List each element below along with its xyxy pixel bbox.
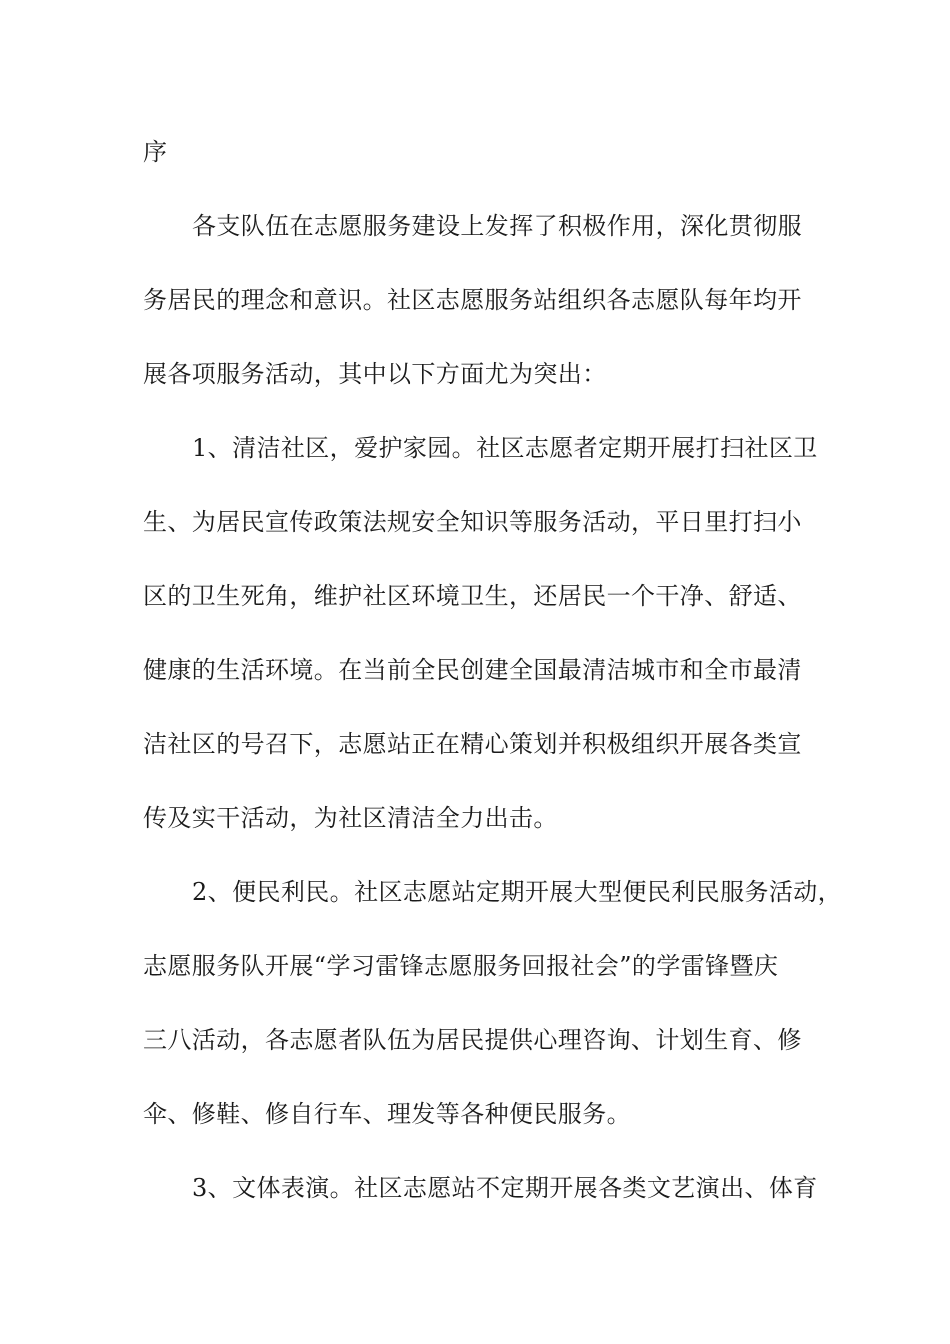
text-line: 展各项服务活动，其中以下方面尤为突出： [143, 360, 607, 388]
paragraph-first-line: 1、清洁社区，爱护家园。社区志愿者定期开展打扫社区卫 [192, 434, 818, 462]
text-line: 序 [143, 138, 168, 166]
text-line: 传及实干活动，为社区清洁全力出击。 [143, 804, 558, 832]
text-line: 务居民的理念和意识。社区志愿服务站组织各志愿队每年均开 [143, 286, 802, 314]
text-line: 健康的生活环境。在当前全民创建全国最清洁城市和全市最清 [143, 656, 802, 684]
paragraph-first-line: 3、文体表演。社区志愿站不定期开展各类文艺演出、体育 [192, 1174, 818, 1202]
text-line: 三八活动，各志愿者队伍为居民提供心理咨询、计划生育、修 [143, 1026, 802, 1054]
text-line: 区的卫生死角，维护社区环境卫生，还居民一个干净、舒适、 [143, 582, 802, 610]
text-line: 洁社区的号召下，志愿站正在精心策划并积极组织开展各类宣 [143, 730, 802, 758]
text-line: 生、为居民宣传政策法规安全知识等服务活动，平日里打扫小 [143, 508, 802, 536]
text-line: 伞、修鞋、修自行车、理发等各种便民服务。 [143, 1100, 631, 1128]
paragraph-first-line: 2、便民利民。社区志愿站定期开展大型便民利民服务活动， [192, 878, 843, 906]
paragraph-first-line: 各支队伍在志愿服务建设上发挥了积极作用，深化贯彻服 [192, 212, 802, 240]
text-line: 志愿服务队开展“学习雷锋志愿服务回报社会”的学雷锋暨庆 [143, 952, 779, 980]
